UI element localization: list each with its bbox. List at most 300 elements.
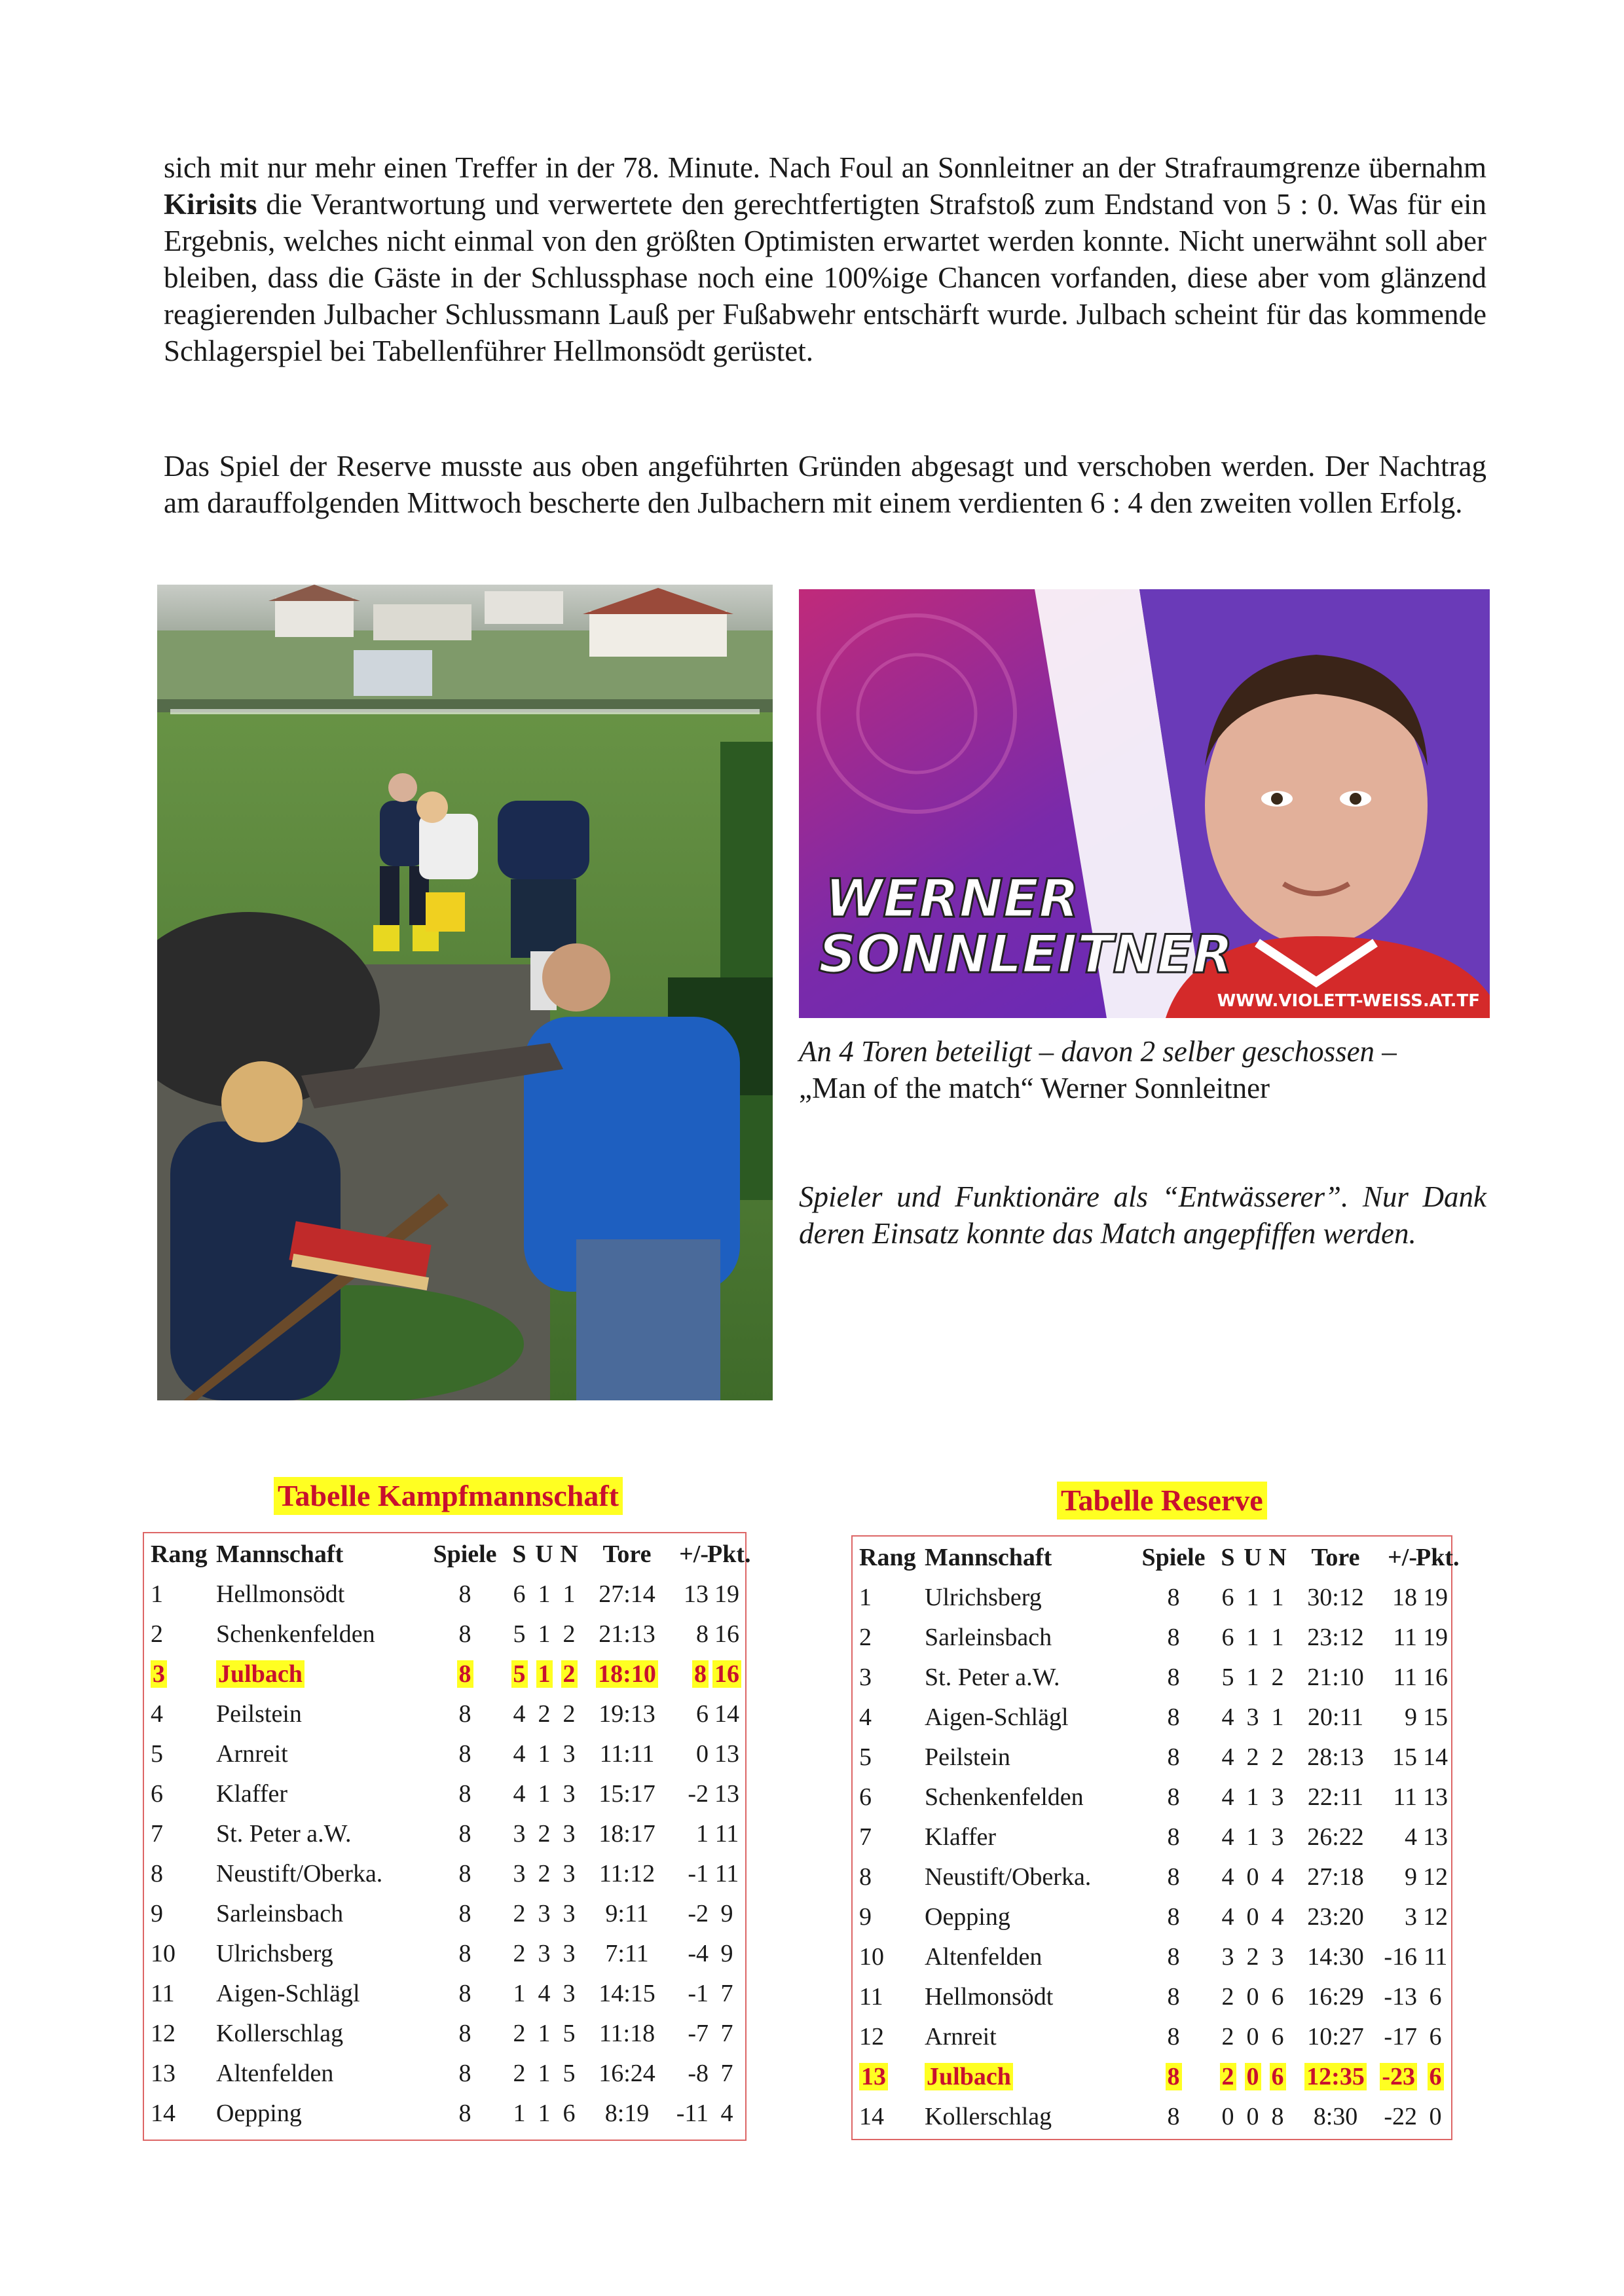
cell-tore (1291, 2057, 1380, 2097)
cell-siege: 4 (513, 1740, 526, 1768)
cell-tore: 9:11 (605, 1900, 649, 1927)
highlighted-value: 8 (457, 1660, 473, 1688)
table-row (853, 1977, 1451, 2017)
cell-unentschieden: 3 (538, 1900, 551, 1927)
cell-niederlagen (1266, 2057, 1289, 2097)
highlighted-value: 6 (1428, 2063, 1444, 2090)
cell-punkte: 13 (714, 1740, 739, 1768)
cell-spiele (1134, 2057, 1213, 2097)
cell-siege: 4 (513, 1700, 526, 1728)
cell-differenz: -17 (1384, 2023, 1417, 2050)
cell-siege: 6 (1221, 1624, 1234, 1651)
cell-spiele: 8 (458, 1780, 471, 1808)
cell-niederlagen (557, 1654, 581, 1694)
cell-tore: 16:24 (599, 2060, 655, 2087)
cell-unentschieden: 1 (538, 2020, 551, 2047)
cell-spiele: 8 (1167, 1943, 1180, 1971)
cell-differenz: -2 (688, 1780, 709, 1808)
cell-niederlagen: 8 (1271, 2103, 1284, 2130)
cell-unentschieden: 1 (538, 1780, 551, 1808)
cell-differenz: 0 (696, 1740, 709, 1768)
cell-unentschieden: 3 (1246, 1704, 1259, 1731)
photo-player-card (799, 589, 1490, 1018)
cell-differenz: -7 (688, 2020, 709, 2047)
cell-spiele: 8 (1167, 1783, 1180, 1811)
table-title-reserve: Tabelle Reserve (1057, 1482, 1267, 1520)
table-header-row (853, 1538, 1460, 1578)
table-title-kampfmannschaft: Tabelle Kampfmannschaft (274, 1477, 623, 1515)
highlighted-value: 18:10 (596, 1660, 658, 1688)
cell-tore: 11:11 (599, 1740, 655, 1768)
cell-punkte: 0 (1429, 2103, 1442, 2130)
table-row (144, 1814, 745, 1854)
cell-niederlagen: 3 (1271, 1943, 1284, 1971)
cell-niederlagen: 3 (1271, 1823, 1284, 1851)
cell-rang: 6 (151, 1780, 163, 1808)
cell-differenz: -13 (1384, 1983, 1417, 2011)
column-header-siege: S (512, 1540, 526, 1568)
cell-niederlagen: 4 (1271, 1903, 1284, 1931)
cell-siege: 6 (513, 1580, 526, 1608)
cell-punkte: 7 (720, 2060, 733, 2087)
cell-punkte (707, 1654, 747, 1694)
cell-rang: 4 (151, 1700, 163, 1728)
cell-rang: 10 (859, 1943, 884, 1971)
table-row (853, 1817, 1451, 1857)
highlighted-value: -23 (1380, 2063, 1417, 2090)
cell-tore: 7:11 (605, 1940, 649, 1967)
table-row (144, 1894, 745, 1934)
cell-mannschaft: Schenkenfelden (216, 1620, 375, 1648)
cell-mannschaft: Oepping (216, 2100, 302, 2127)
cell-rang: 11 (151, 1980, 175, 2007)
cell-spiele: 8 (458, 1900, 471, 1927)
cell-unentschieden: 1 (1246, 1584, 1259, 1611)
highlighted-value: 0 (1245, 2063, 1261, 2090)
cell-punkte (1416, 2057, 1455, 2097)
cell-differenz: 8 (696, 1620, 709, 1648)
cell-tore: 20:11 (1307, 1704, 1364, 1731)
highlighted-value: 13 (859, 2063, 888, 2090)
table-row (144, 1854, 745, 1894)
cell-tore: 27:14 (599, 1580, 655, 1608)
cell-mannschaft: Klaffer (925, 1823, 997, 1851)
cell-spiele: 8 (1167, 1903, 1180, 1931)
cell-unentschieden: 0 (1246, 2023, 1259, 2050)
table-row (144, 1734, 745, 1774)
cell-unentschieden: 3 (538, 1940, 551, 1967)
cell-spiele: 8 (458, 1700, 471, 1728)
cell-rang: 14 (859, 2103, 884, 2130)
cell-differenz: -8 (688, 2060, 709, 2087)
cell-niederlagen: 2 (1271, 1664, 1284, 1691)
table-row (853, 1578, 1451, 1618)
cell-unentschieden: 2 (538, 1820, 551, 1848)
column-header-niederlagen: N (560, 1540, 578, 1568)
highlighted-value: 5 (511, 1660, 528, 1688)
cell-punkte: 12 (1423, 1903, 1448, 1931)
cell-differenz: -11 (676, 2100, 709, 2127)
cell-spiele: 8 (1167, 1664, 1180, 1691)
cell-punkte: 19 (1423, 1624, 1448, 1651)
cell-mannschaft: Hellmonsödt (216, 1580, 345, 1608)
table-row (853, 2097, 1451, 2137)
cell-differenz: -22 (1384, 2103, 1417, 2130)
cell-rang: 6 (859, 1783, 872, 1811)
player-name-bold: Kirisits (164, 188, 257, 221)
cell-mannschaft: Peilstein (216, 1700, 302, 1728)
cell-tore: 23:20 (1307, 1903, 1364, 1931)
cell-unentschieden: 2 (1246, 1743, 1259, 1771)
cell-punkte: 13 (714, 1780, 739, 1808)
cell-differenz: -2 (688, 1900, 709, 1927)
cell-spiele: 8 (458, 1940, 471, 1967)
highlighted-value: 2 (1220, 2063, 1236, 2090)
cell-mannschaft: Altenfelden (216, 2060, 334, 2087)
cell-punkte: 12 (1423, 1863, 1448, 1891)
cell-rang: 12 (151, 2020, 175, 2047)
cell-mannschaft: Neustift/Oberka. (216, 1860, 383, 1887)
cell-mannschaft: Klaffer (216, 1780, 288, 1808)
column-header-differenz: +/- (679, 1540, 709, 1568)
cell-unentschieden: 1 (538, 1580, 551, 1608)
player-first-name: WERNER (825, 868, 1079, 929)
cell-siege: 1 (513, 2100, 526, 2127)
cell-rang: 10 (151, 1940, 175, 1967)
cell-spiele: 8 (458, 1580, 471, 1608)
cell-siege: 2 (1221, 2023, 1234, 2050)
cell-niederlagen: 2 (1271, 1743, 1284, 1771)
cell-differenz: 15 (1392, 1743, 1417, 1771)
cell-unentschieden: 1 (1246, 1664, 1259, 1691)
column-header-tore: Tore (602, 1540, 652, 1568)
cell-niederlagen: 6 (1271, 1983, 1284, 2011)
table-row (144, 1654, 745, 1694)
table-row (853, 1698, 1451, 1738)
cell-rang: 13 (151, 2060, 175, 2087)
column-header-punkte: Pkt. (707, 1540, 751, 1568)
cell-punkte: 15 (1423, 1704, 1448, 1731)
cell-unentschieden: 1 (538, 2100, 551, 2127)
cell-mannschaft: Peilstein (925, 1743, 1010, 1771)
cell-siege: 2 (513, 2020, 526, 2047)
cell-niederlagen: 1 (1271, 1624, 1284, 1651)
cell-punkte: 7 (720, 1980, 733, 2007)
cell-punkte: 14 (1423, 1743, 1448, 1771)
cell-niederlagen: 3 (563, 1980, 576, 2007)
cell-siege: 4 (1221, 1863, 1234, 1891)
table-row (853, 1658, 1451, 1698)
cell-siege: 2 (513, 1940, 526, 1967)
cell-siege: 2 (513, 2060, 526, 2087)
cell-punkte: 14 (714, 1700, 739, 1728)
cell-punkte: 11 (714, 1860, 739, 1887)
cell-differenz (668, 1654, 709, 1694)
cell-tore: 19:13 (599, 1700, 655, 1728)
cell-punkte: 7 (720, 2020, 733, 2047)
cell-niederlagen: 6 (1271, 2023, 1284, 2050)
table-row (853, 1937, 1451, 1977)
cell-differenz: -1 (688, 1980, 709, 2007)
cell-spiele: 8 (1167, 2103, 1180, 2130)
highlighted-value: 3 (151, 1660, 167, 1688)
cell-mannschaft: Sarleinsbach (216, 1900, 344, 1927)
cell-unentschieden (532, 1654, 556, 1694)
cell-punkte: 19 (1423, 1584, 1448, 1611)
cell-tore: 23:12 (1307, 1624, 1364, 1651)
cell-punkte: 9 (720, 1940, 733, 1967)
cell-siege: 0 (1221, 2103, 1234, 2130)
cell-differenz: 3 (1405, 1903, 1417, 1931)
cell-spiele: 8 (1167, 1863, 1180, 1891)
cell-differenz (1376, 2057, 1417, 2097)
cell-spiele: 8 (1167, 2023, 1180, 2050)
cell-siege: 4 (513, 1780, 526, 1808)
table-header-row (144, 1535, 751, 1575)
cell-niederlagen: 3 (563, 1780, 576, 1808)
cell-tore: 18:17 (599, 1820, 655, 1848)
cell-differenz: -16 (1384, 1943, 1417, 1971)
cell-mannschaft: Altenfelden (925, 1943, 1043, 1971)
cell-unentschieden: 2 (538, 1860, 551, 1887)
table-row (144, 2014, 745, 2054)
cell-niederlagen: 3 (1271, 1783, 1284, 1811)
cell-punkte: 6 (1429, 2023, 1442, 2050)
cell-differenz: 11 (1393, 1664, 1417, 1691)
cell-tore: 8:30 (1313, 2103, 1358, 2130)
cell-punkte: 16 (714, 1620, 739, 1648)
cell-punkte: 13 (1423, 1783, 1448, 1811)
cell-punkte: 6 (1429, 1983, 1442, 2011)
cell-siege: 3 (513, 1860, 526, 1887)
table-row (853, 1618, 1451, 1658)
cell-punkte: 11 (714, 1820, 739, 1848)
cell-differenz: 1 (696, 1820, 709, 1848)
cell-tore: 28:13 (1307, 1743, 1364, 1771)
cell-rang: 8 (859, 1863, 872, 1891)
cell-rang (151, 1654, 210, 1694)
table-row (853, 2017, 1451, 2057)
cell-rang: 3 (859, 1664, 872, 1691)
cell-unentschieden: 1 (1246, 1823, 1259, 1851)
cell-spiele: 8 (1167, 1704, 1180, 1731)
cell-niederlagen: 3 (563, 1860, 576, 1887)
cell-differenz: -1 (688, 1860, 709, 1887)
cell-rang: 9 (151, 1900, 163, 1927)
cell-rang: 7 (151, 1820, 163, 1848)
highlighted-value: Julbach (925, 2063, 1013, 2090)
cell-siege: 3 (513, 1820, 526, 1848)
cell-tore: 14:30 (1307, 1943, 1364, 1971)
caption-player (799, 1033, 1486, 1106)
column-header-tore: Tore (1311, 1544, 1360, 1571)
cell-rang (859, 2057, 918, 2097)
cell-tore: 21:13 (599, 1620, 655, 1648)
cell-differenz: 11 (1393, 1624, 1417, 1651)
cell-niederlagen: 5 (563, 2060, 576, 2087)
cell-mannschaft: Kollerschlag (925, 2103, 1052, 2130)
cell-rang: 5 (151, 1740, 163, 1768)
cell-tore: 27:18 (1307, 1863, 1364, 1891)
table-reserve (851, 1535, 1460, 2140)
table-row (144, 1575, 745, 1614)
table-row (853, 2057, 1451, 2097)
highlighted-value: 1 (536, 1660, 553, 1688)
table-row (853, 1897, 1451, 1937)
highlighted-value: 2 (561, 1660, 578, 1688)
cell-tore: 11:12 (599, 1860, 655, 1887)
cell-unentschieden: 0 (1246, 1983, 1259, 2011)
cell-tore: 14:15 (599, 1980, 655, 2007)
cell-unentschieden: 0 (1246, 2103, 1259, 2130)
cell-siege: 2 (513, 1900, 526, 1927)
cell-niederlagen: 1 (1271, 1584, 1284, 1611)
cell-unentschieden: 1 (538, 1740, 551, 1768)
cell-siege: 5 (513, 1620, 526, 1648)
article-paragraph-1 (164, 149, 1486, 369)
cell-spiele: 8 (458, 1740, 471, 1768)
highlighted-value: 16 (712, 1660, 741, 1688)
cell-rang: 11 (859, 1983, 883, 2011)
cell-mannschaft: St. Peter a.W. (216, 1820, 352, 1848)
article-text: sich mit nur mehr einen Treffer in der 78. Minute. Nach Foul an Sonnleitner an der Strafraumgrenze übernahm (164, 151, 1486, 184)
cell-unentschieden: 1 (538, 1620, 551, 1648)
table-row (144, 2054, 745, 2094)
cell-tore: 11:18 (599, 2020, 655, 2047)
cell-unentschieden: 2 (1246, 1943, 1259, 1971)
caption-photo-left-text: Spieler und Funktionäre als “Entwässerer”. Nur Dank deren Einsatz konnte das Match angepfiffen werden. (799, 1180, 1486, 1250)
cell-mannschaft: Ulrichsberg (216, 1940, 333, 1967)
cell-siege: 2 (1221, 1983, 1234, 2011)
article-text: Das Spiel der Reserve musste aus oben angeführten Gründen abgesagt und verschoben werden. Der Nachtrag am darauffolgenden Mittwoch bescherte den Julbachern mit einem verdienten 6 : 4 den zweiten vollen Erfolg. (164, 450, 1486, 519)
cell-tore: 30:12 (1307, 1584, 1364, 1611)
cell-unentschieden: 0 (1246, 1863, 1259, 1891)
cell-unentschieden: 1 (538, 2060, 551, 2087)
cell-unentschieden: 1 (1246, 1783, 1259, 1811)
cell-mannschaft: Oepping (925, 1903, 1010, 1931)
cell-mannschaft (925, 2057, 1134, 2097)
cell-siege (507, 1654, 531, 1694)
cell-tore: 21:10 (1307, 1664, 1364, 1691)
cell-mannschaft (216, 1654, 426, 1694)
cell-mannschaft: Kollerschlag (216, 2020, 344, 2047)
cell-unentschieden: 4 (538, 1980, 551, 2007)
column-header-mannschaft: Mannschaft (925, 1544, 1052, 1571)
cell-niederlagen: 2 (563, 1700, 576, 1728)
cell-spiele: 8 (1167, 1823, 1180, 1851)
cell-mannschaft: Aigen-Schlägl (216, 1980, 360, 2007)
cell-tore: 10:27 (1307, 2023, 1364, 2050)
cell-tore: 8:19 (604, 2100, 650, 2127)
cell-siege (1216, 2057, 1240, 2097)
cell-unentschieden: 1 (1246, 1624, 1259, 1651)
cell-niederlagen: 5 (563, 2020, 576, 2047)
cell-rang: 1 (859, 1584, 872, 1611)
cell-rang: 2 (151, 1620, 163, 1648)
cell-mannschaft: Arnreit (925, 2023, 997, 2050)
cell-rang: 7 (859, 1823, 872, 1851)
column-header-niederlagen: N (1268, 1544, 1287, 1571)
column-header-unentschieden: U (1244, 1544, 1262, 1571)
cell-siege: 4 (1221, 1903, 1234, 1931)
cell-siege: 6 (1221, 1584, 1234, 1611)
cell-rang: 8 (151, 1860, 163, 1887)
column-header-unentschieden: U (535, 1540, 553, 1568)
photo-drainage-workers (157, 585, 773, 1400)
table-row (144, 1694, 745, 1734)
cell-niederlagen: 1 (563, 1580, 576, 1608)
cell-tore: 16:29 (1307, 1983, 1364, 2011)
photo-illustration (157, 585, 773, 1400)
cell-rang: 12 (859, 2023, 884, 2050)
cell-spiele (426, 1654, 504, 1694)
table-row (144, 1974, 745, 2014)
cell-spiele: 8 (458, 2020, 471, 2047)
highlighted-value: 12:35 (1304, 2063, 1367, 2090)
table-row (144, 1774, 745, 1814)
cell-spiele: 8 (458, 1620, 471, 1648)
cell-differenz: 9 (1405, 1863, 1417, 1891)
cell-siege: 5 (1221, 1664, 1234, 1691)
cell-spiele: 8 (458, 1980, 471, 2007)
player-last-name: SONNLEITNER (819, 924, 1233, 985)
cell-punkte: 11 (1423, 1943, 1448, 1971)
cell-rang: 5 (859, 1743, 872, 1771)
cell-unentschieden: 0 (1246, 1903, 1259, 1931)
cell-differenz: 18 (1392, 1584, 1417, 1611)
cell-spiele: 8 (1167, 1743, 1180, 1771)
cell-niederlagen: 2 (563, 1620, 576, 1648)
cell-mannschaft: Neustift/Oberka. (925, 1863, 1092, 1891)
cell-mannschaft: Sarleinsbach (925, 1624, 1052, 1651)
cell-differenz: 4 (1405, 1823, 1417, 1851)
column-header-punkte: Pkt. (1416, 1544, 1460, 1571)
column-header-rang: Rang (859, 1544, 916, 1571)
table-row (853, 1777, 1451, 1817)
cell-siege: 1 (513, 1980, 526, 2007)
table-row (144, 1934, 745, 1974)
cell-niederlagen: 3 (563, 1900, 576, 1927)
cell-differenz: 11 (1393, 1783, 1417, 1811)
highlighted-value: 8 (1166, 2063, 1182, 2090)
caption-player-line2: „Man of the match“ Werner Sonnleitner (799, 1072, 1270, 1104)
cell-unentschieden: 2 (538, 1700, 551, 1728)
cell-tore (583, 1654, 671, 1694)
highlighted-value: 6 (1270, 2063, 1286, 2090)
cell-tore: 26:22 (1307, 1823, 1364, 1851)
cell-differenz: 9 (1405, 1704, 1417, 1731)
cell-differenz: 6 (696, 1700, 709, 1728)
column-header-spiele: Spiele (433, 1540, 497, 1568)
cell-niederlagen: 4 (1271, 1863, 1284, 1891)
cell-siege: 4 (1221, 1743, 1234, 1771)
cell-mannschaft: Schenkenfelden (925, 1783, 1084, 1811)
cell-siege: 4 (1221, 1704, 1234, 1731)
table-row (853, 1738, 1451, 1777)
cell-spiele: 8 (1167, 1983, 1180, 2011)
table-row (144, 2094, 745, 2134)
cell-rang: 2 (859, 1624, 872, 1651)
cell-spiele: 8 (1167, 1624, 1180, 1651)
highlighted-value: 8 (692, 1660, 709, 1688)
cell-spiele: 8 (458, 1860, 471, 1887)
column-header-siege: S (1221, 1544, 1235, 1571)
cell-mannschaft: Aigen-Schlägl (925, 1704, 1069, 1731)
cell-spiele: 8 (458, 1820, 471, 1848)
cell-unentschieden (1241, 2057, 1264, 2097)
cell-punkte: 9 (720, 1900, 733, 1927)
cell-tore: 15:17 (599, 1780, 655, 1808)
